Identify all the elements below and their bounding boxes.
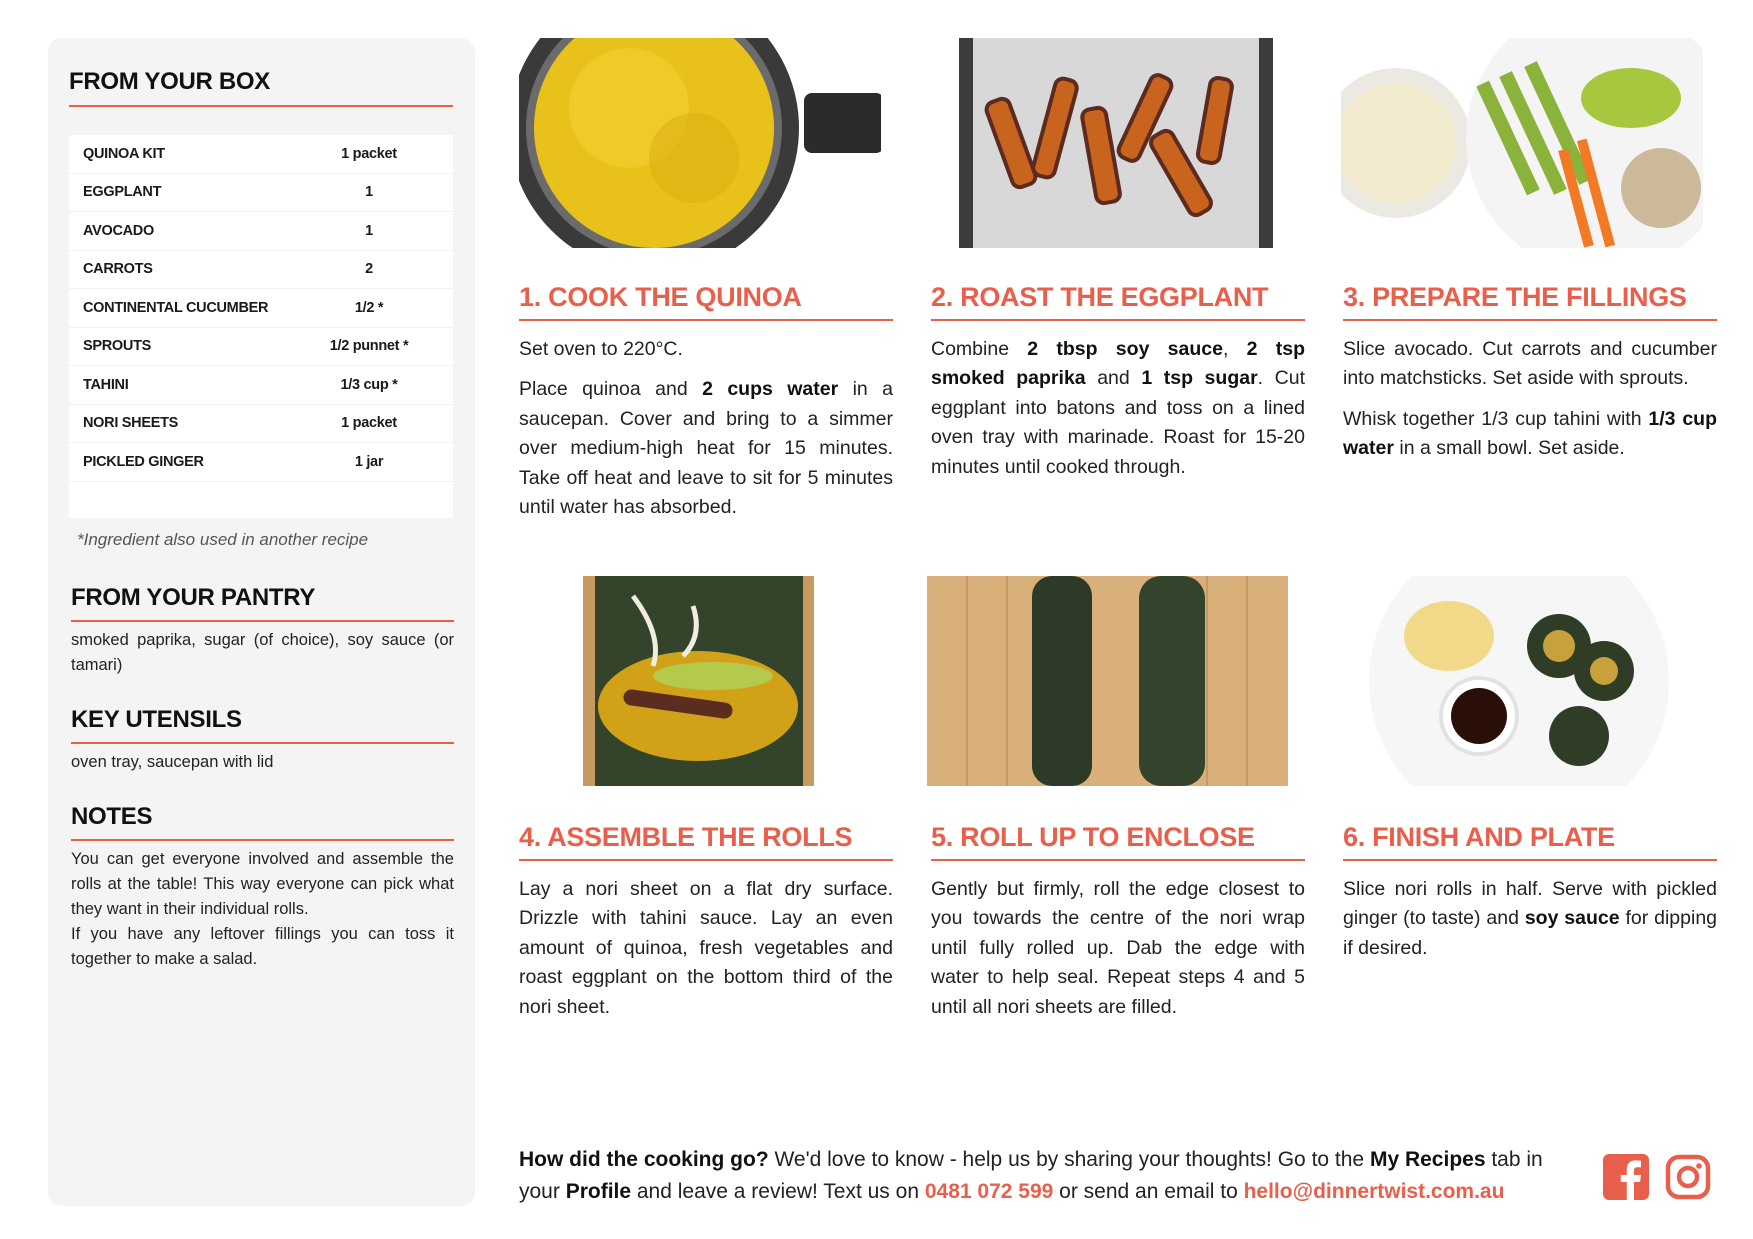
from-your-pantry-title: FROM YOUR PANTRY: [71, 584, 316, 611]
bold-text: 2 tbsp soy sauce: [1027, 338, 1223, 360]
divider: [519, 319, 893, 321]
text-run: in a small bowl. Set aside.: [1393, 437, 1625, 460]
ingredient-name: PICKLED GINGER: [83, 453, 204, 470]
ingredient-name: SPROUTS: [83, 338, 151, 355]
divider: [71, 620, 454, 622]
step-1: [519, 282, 893, 533]
step-paragraph: [519, 875, 893, 1022]
text-run: Slice nori rolls in half. Serve with pickled ginger (to taste) and: [1343, 878, 1717, 930]
finished-plate-image: [1339, 576, 1703, 786]
text-run: in a saucepan. Cover and bring to a simmer over medium-high heat for 15 minutes. Take off heat and leave to sit for 5 minutes until water has absorbed.: [519, 378, 894, 519]
step-body: [1343, 335, 1717, 464]
divider: [71, 742, 454, 744]
step-3: [1343, 282, 1717, 475]
key-utensils-title: KEY UTENSILS: [71, 706, 242, 733]
step-paragraph: [519, 375, 893, 522]
ingredient-row: [69, 289, 453, 328]
ingredient-name: NORI SHEETS: [83, 415, 178, 432]
ingredients-sidebar: [48, 38, 475, 1206]
ingredient-name: EGGPLANT: [83, 184, 162, 201]
step-paragraph: [931, 335, 1305, 482]
ingredient-row: [69, 366, 453, 405]
bold-text: 2 cups water: [702, 378, 839, 401]
feedback-footer: [519, 1144, 1584, 1208]
step-6: [1343, 822, 1717, 974]
feedback-question: How did the cooking go?: [519, 1148, 769, 1171]
divider: [931, 859, 1305, 861]
ingredient-qty: 1/3 cup *: [340, 376, 398, 393]
email-link[interactable]: hello@dinnertwist.com.au: [1243, 1180, 1505, 1203]
divider: [931, 319, 1305, 321]
divider: [1343, 319, 1717, 321]
step-paragraph: [1343, 405, 1717, 464]
from-your-box-title: FROM YOUR BOX: [69, 68, 271, 95]
ingredient-qty: 1/2 *: [354, 299, 384, 316]
utensils-text: oven tray, saucepan with lid: [71, 753, 274, 771]
step-paragraph: [1343, 875, 1717, 963]
my-recipes-link[interactable]: My Recipes: [1369, 1148, 1486, 1171]
ingredient-row: [69, 251, 453, 290]
step-5: [931, 822, 1305, 1033]
step-title: 2. ROAST THE EGGPLANT: [931, 282, 1269, 312]
step-body: [1343, 875, 1717, 963]
notes-title: NOTES: [71, 803, 153, 830]
ingredient-qty: 1 packet: [341, 145, 397, 162]
step-title: 4. ASSEMBLE THE ROLLS: [519, 822, 853, 852]
divider: [71, 839, 454, 841]
ingredient-qty: 1 jar: [354, 453, 384, 470]
phone-link[interactable]: 0481 072 599: [924, 1180, 1054, 1203]
step-paragraph: [931, 875, 1305, 1022]
bold-text: 2 tsp smoked paprika: [931, 338, 1305, 390]
bold-text: 1 tsp sugar: [1141, 367, 1258, 390]
text-run: Set oven to 220°C.: [519, 338, 683, 360]
ingredient-row: [69, 328, 453, 367]
text-run: Place quinoa and: [519, 378, 703, 401]
notes-paragraph: If you have any leftover fillings you can toss it together to make a salad.: [71, 925, 454, 968]
text-run: Slice avocado. Cut carrots and cucumber into matchsticks. Set aside with sprouts.: [1343, 338, 1717, 390]
ingredient-qty: 1 packet: [341, 415, 397, 432]
rolled-nori-image: [927, 576, 1288, 786]
bold-text: 1/3 cup water: [1343, 407, 1717, 460]
text-run: and: [1085, 367, 1142, 390]
text-run: Lay a nori sheet on a flat dry surface. Drizzle with tahini sauce. Lay an even amount of quinoa, fresh vegetables and roast eggplant on the bottom third of the nori sheet.: [519, 878, 893, 1018]
ingredient-row: [69, 135, 453, 174]
divider: [519, 859, 893, 861]
ingredient-footnote: *Ingredient also used in another recipe: [77, 530, 369, 549]
step-body: [931, 875, 1305, 1022]
footer-text: We'd love to know - help us by sharing your thoughts! Go to the: [768, 1148, 1370, 1171]
profile-link[interactable]: Profile: [565, 1180, 632, 1203]
quinoa-saucepan-image: [519, 38, 881, 248]
fillings-plate-image: [1341, 38, 1703, 248]
ingredient-row: [69, 405, 453, 444]
step-title: 1. COOK THE QUINOA: [519, 282, 802, 312]
step-4: [519, 822, 893, 1033]
ingredient-row: [69, 174, 453, 213]
bold-text: soy sauce: [1524, 907, 1620, 930]
ingredient-qty: 1/2 punnet *: [329, 338, 409, 355]
text-run: ,: [1222, 338, 1247, 360]
instagram-icon[interactable]: [1665, 1154, 1711, 1200]
ingredient-name: AVOCADO: [83, 222, 154, 239]
roast-eggplant-image: [959, 38, 1273, 248]
step-body: [519, 335, 893, 522]
ingredient-qty: 1: [365, 222, 373, 239]
step-body: [931, 335, 1305, 482]
ingredient-name: CONTINENTAL CUCUMBER: [83, 299, 269, 316]
assemble-rolls-image: [583, 576, 814, 786]
divider: [1343, 859, 1717, 861]
ingredient-qty: 1: [365, 184, 373, 201]
pantry-text: smoked paprika, sugar (of choice), soy sauce (or tamari): [71, 631, 454, 674]
step-title: 6. FINISH AND PLATE: [1343, 822, 1615, 852]
footer-text: and leave a review! Text us on: [631, 1180, 925, 1203]
step-title: 3. PREPARE THE FILLINGS: [1343, 282, 1687, 312]
ingredient-name: TAHINI: [83, 376, 129, 393]
ingredients-table: [69, 135, 453, 518]
step-2: [931, 282, 1305, 493]
facebook-icon[interactable]: [1603, 1154, 1649, 1200]
step-paragraph: [519, 335, 893, 364]
text-run: for dipping if desired.: [1343, 907, 1718, 959]
ingredient-row: [69, 443, 453, 482]
step-title: 5. ROLL UP TO ENCLOSE: [931, 822, 1255, 852]
text-run: . Cut eggplant into batons and toss on a lined oven tray with marinade. Roast for 15-20 minutes until cooked through.: [931, 367, 1306, 478]
text-run: Whisk together 1/3 cup tahini with: [1343, 407, 1649, 430]
ingredient-row: [69, 212, 453, 251]
ingredient-qty: 2: [365, 261, 373, 278]
step-paragraph: [1343, 335, 1717, 394]
ingredient-name: QUINOA KIT: [83, 145, 165, 162]
text-run: Gently but firmly, roll the edge closest to you towards the centre of the nori wrap until fully rolled up. Dab the edge with water to help seal. Repeat steps 4 and 5 until all nori sheets are filled.: [931, 878, 1305, 1018]
footer-text: or send an email to: [1053, 1180, 1244, 1203]
step-body: [519, 875, 893, 1022]
ingredient-blank-row: [69, 482, 453, 518]
footer-text: tab in your: [519, 1148, 1543, 1203]
notes-paragraph: You can get everyone involved and assemble the rolls at the table! This way everyone can pick what they want in their individual rolls.: [71, 850, 454, 918]
text-run: Combine: [931, 338, 1028, 360]
ingredient-name: CARROTS: [83, 261, 153, 278]
divider: [69, 105, 453, 107]
